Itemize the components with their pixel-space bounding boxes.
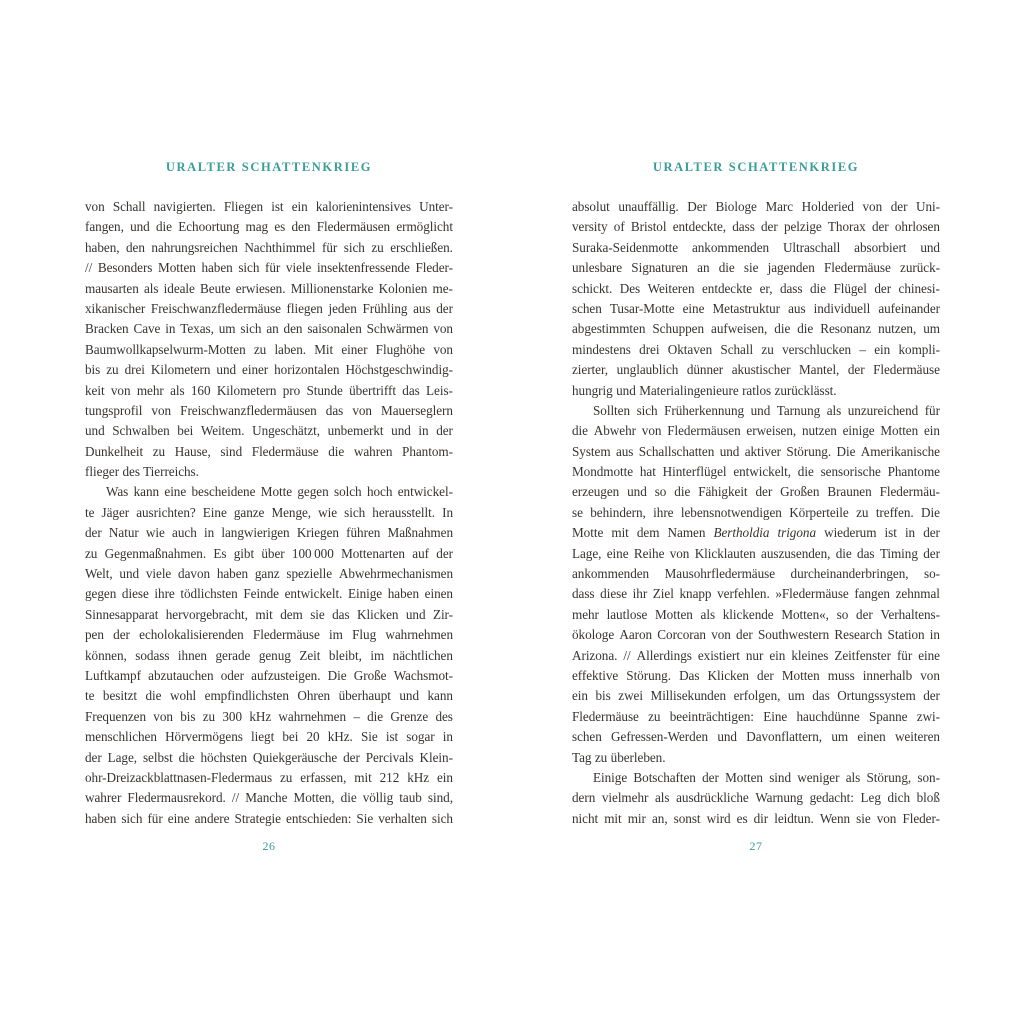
text-line: haben sich für eine andere Strategie entschieden: Sie verhalten sich bbox=[85, 810, 453, 826]
text-line: te Jäger ausrichten? Eine ganze Menge, wie sich herausstellt. In bbox=[85, 504, 453, 520]
text-line: flieger des Tierreichs. bbox=[85, 464, 199, 480]
text-line: tungsprofil von Freischwanzfledermäusen das von Mauerseglern bbox=[85, 402, 453, 418]
text-line: // Besonders Motten haben sich für viele insektenfressende Fleder- bbox=[85, 260, 453, 276]
text-line: ein bis zwei Millisekunden erfolgen, um das Ortungssystem der bbox=[572, 688, 940, 704]
text-line: schen Tusar-Motte eine Metastruktur aus individuell aufeinander bbox=[572, 300, 940, 316]
text-line: mehr lautlose Motten als klickende Motten«, so der Verhaltens- bbox=[572, 606, 940, 622]
text-line: zierter, unglaublich dünner akustischer Mantel, der Fledermäuse bbox=[572, 362, 940, 378]
page-body-text-right bbox=[572, 197, 940, 829]
text-line: schen Gefressen-Werden und Davonflattern, um einen weiteren bbox=[572, 729, 940, 745]
text-line: Was kann eine bescheidene Motte gegen solch hoch entwickel- bbox=[106, 484, 453, 500]
page-left bbox=[85, 160, 453, 854]
text-line: fangen, und die Echoortung mag es den Fledermäusen ermöglicht bbox=[85, 219, 453, 235]
text-line: Mondmotte hat Hinterflügel entwickelt, die sensorische Phantome bbox=[572, 464, 940, 480]
text-line: versity of Bristol entdeckte, dass der pelzige Thorax der ohrlosen bbox=[572, 219, 940, 235]
text-line: mindestens drei Oktaven Schall zu verschlucken – ein kompli- bbox=[572, 341, 940, 357]
page-number-right: 27 bbox=[749, 839, 763, 854]
text-line: te besitzt die wohl empfindlichsten Ohren überhaupt und kann bbox=[85, 688, 453, 704]
text-line: hungrig und Materialingenieure ratlos zurücklässt. bbox=[572, 382, 837, 398]
text-line: Lage, eine Reihe von Klicklauten auszusenden, die das Timing der bbox=[572, 545, 940, 561]
text-line: abgestimmten Schuppen aufweisen, die die Resonanz nutzen, um bbox=[572, 321, 940, 337]
text-line: von Schall navigierten. Fliegen ist ein kalorienintensives Unter- bbox=[85, 199, 453, 214]
text-line: schickt. Des Weiteren entdeckte er, dass die Flügel der chinesi- bbox=[572, 280, 940, 296]
text-line: bis zu drei Kilometern und einer horizontalen Höchstgeschwindig- bbox=[85, 362, 453, 378]
text-line: System aus Schallschatten und aktiver Störung. Die Amerikanische bbox=[572, 443, 940, 459]
text-line: Welt, und viele davon haben ganz spezielle Abwehrmechanismen bbox=[85, 566, 453, 582]
text-line: haben, den nahrungsreichen Nachthimmel für sich zu erschließen. bbox=[85, 239, 453, 255]
text-line: gegen diese ihre tödlichsten Feinde entwickelt. Einige haben einen bbox=[85, 586, 453, 602]
text-line: ohr-Dreizackblattnasen-Fledermaus zu erfassen, mit 212 kHz ein bbox=[85, 769, 453, 785]
text-line: Sollten sich Früherkennung und Tarnung als unzureichend für bbox=[593, 402, 940, 418]
text-line: Baumwollkapselwurm-Motten zu laben. Mit einer Flughöhe von bbox=[85, 341, 453, 357]
running-header-left: URALTER SCHATTENKRIEG bbox=[165, 160, 373, 174]
text-line: pen der echolokalisierenden Fledermäuse im Flug wahrnehmen bbox=[85, 627, 453, 643]
text-line: ankommenden Mausohrfledermäuse durcheinanderbringen, so- bbox=[572, 566, 940, 582]
text-line: zu Gegenmaßnahmen. Es gibt über 100 000 Mottenarten auf der bbox=[85, 545, 453, 561]
text-line: und Schwalben bei Weitem. Ungeschätzt, unbemerkt und in der bbox=[85, 423, 453, 439]
text-line: der Natur wie auch in langwierigen Kriegen führen Maßnahmen bbox=[85, 525, 453, 541]
text-line: Einige Botschaften der Motten sind weniger als Störung, son- bbox=[593, 769, 940, 785]
text-line: absolut unauffällig. Der Biologe Marc Holderied von der Uni- bbox=[572, 199, 940, 214]
text-line: Dunkelheit zu Hause, sind Fledermäuse die wahren Phantom- bbox=[85, 443, 453, 459]
text-line: se behindern, ihre lebensnotwendigen Körperteile zu treffen. Die bbox=[572, 504, 940, 520]
text-line: Frequenzen von bis zu 300 kHz wahrnehmen – die Grenze des bbox=[85, 708, 453, 724]
text-line: können, sodass ihnen gerade genug Zeit bleibt, im nächtlichen bbox=[85, 647, 453, 663]
text-line: dass diese ihr Ziel knapp verfehlen. »Fledermäuse fangen zehnmal bbox=[572, 586, 940, 602]
page-right bbox=[572, 160, 940, 854]
running-header-right: URALTER SCHATTENKRIEG bbox=[652, 160, 860, 174]
text-line: keit von mehr als 160 Kilometern pro Stunde übertrifft das Leis- bbox=[85, 382, 453, 398]
text-line: Bracken Cave in Texas, um sich an den saisonalen Schwärmen von bbox=[85, 321, 453, 337]
text-line: Tag zu überleben. bbox=[572, 749, 666, 765]
text-line: die Abwehr von Fledermäusen erweisen, nutzen einige Motten ein bbox=[572, 423, 940, 439]
text-line: Suraka-Seidenmotte ankommenden Ultraschall absorbiert und bbox=[572, 239, 940, 255]
text-line: xikanischer Freischwanzfledermäuse fliegen jeden Frühling aus der bbox=[85, 300, 453, 316]
text-line: Fledermäuse zu beeinträchtigen: Eine hauchdünne Spanne zwi- bbox=[572, 708, 940, 724]
text-line: nicht mit mir an, sonst wird es dir leidtun. Wenn sie von Fleder- bbox=[572, 810, 940, 826]
text-line: Sinnesapparat hervorgebracht, mit dem sie das Klicken und Zir- bbox=[85, 606, 453, 622]
text-line: menschlichen Hörvermögens liegt bei 20 kHz. Sie ist sogar in bbox=[85, 729, 453, 745]
text-line: wahrer Fledermausrekord. // Manche Motten, die völlig taub sind, bbox=[85, 790, 453, 806]
text-line: der Lage, selbst die höchsten Quiekgeräusche der Percivals Klein- bbox=[85, 749, 453, 765]
text-line: unlesbare Signaturen an die sie jagenden Fledermäuse zurück- bbox=[572, 260, 940, 276]
text-line: dern vielmehr als ausdrückliche Warnung gedacht: Leg dich bloß bbox=[572, 790, 940, 806]
text-line: Luftkampf abzutauchen oder aufzusteigen. Die Große Wachsmot- bbox=[85, 667, 453, 683]
text-line: mausarten als ideale Beute erwiesen. Millionenstarke Kolonien me- bbox=[85, 280, 453, 296]
text-line: Arizona. // Allerdings existiert nur ein kleines Zeitfenster für eine bbox=[572, 647, 940, 663]
text-line: Motte mit dem Namen Bertholdia trigona wiederum ist in der bbox=[572, 525, 940, 541]
text-line: effektive Störung. Das Klicken der Motten muss innerhalb von bbox=[572, 667, 940, 683]
text-line: ökologe Aaron Corcoran von der Southwestern Research Station in bbox=[572, 627, 940, 643]
text-line: erzeugen und so die Fähigkeit der Großen Braunen Fledermäu- bbox=[572, 484, 940, 500]
page-number-left: 26 bbox=[262, 839, 276, 854]
page-body-text-left bbox=[85, 197, 453, 829]
